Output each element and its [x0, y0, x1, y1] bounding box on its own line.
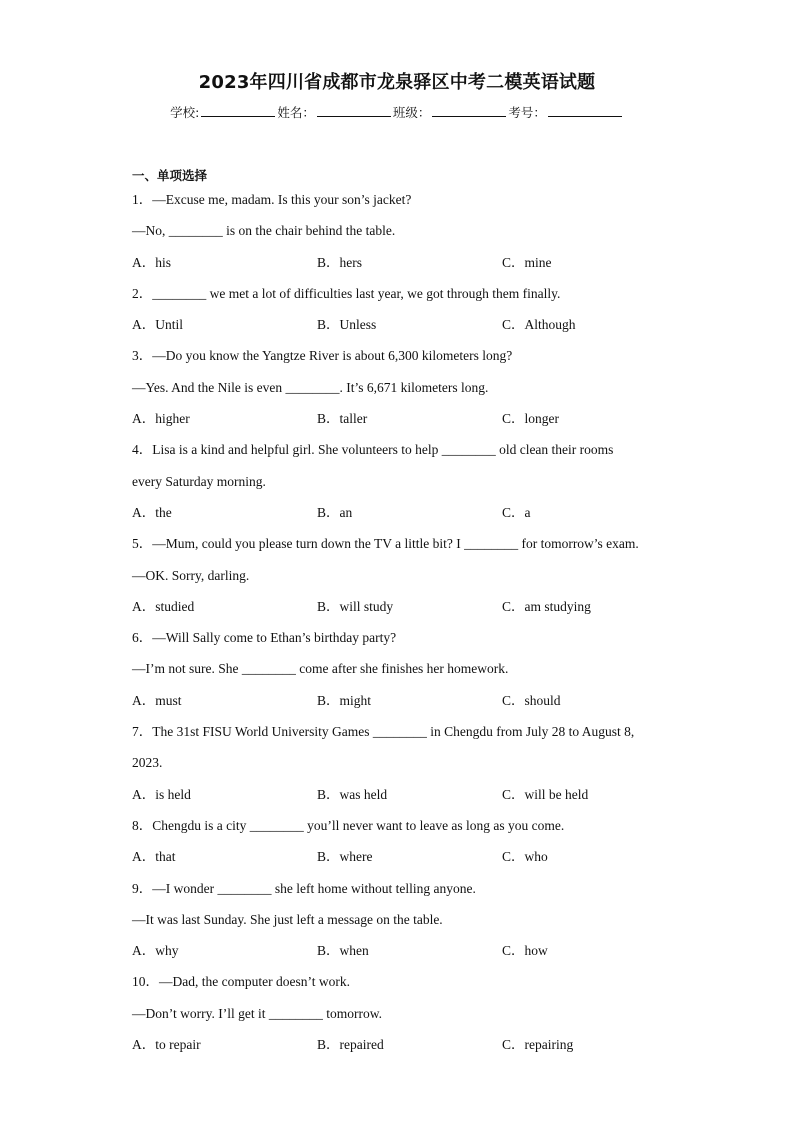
option-b: B．where	[317, 849, 373, 865]
question-8-options	[132, 845, 672, 876]
option-c: C．who	[502, 849, 548, 865]
option-a: A．to repair	[132, 1037, 201, 1053]
question-2-line-1: 2．________ we met a lot of difficulties last year, we got through them finally.	[132, 285, 561, 301]
option-c: C．mine	[502, 254, 552, 270]
question-1-line-1: 1．—Excuse me, madam. Is this your son’s jacket?	[132, 192, 412, 207]
section-heading: 一、单项选择	[132, 168, 208, 183]
question-9-options	[132, 939, 672, 970]
option-a: A．studied	[132, 598, 195, 614]
question-9-line-1: 9．—I wonder ________ she left home without telling anyone.	[132, 880, 476, 896]
question-3-line-2: —Yes. And the Nile is even ________. It’s 6,671 kilometers long.	[132, 379, 489, 395]
question-6-line-1: 6．—Will Sally come to Ethan’s birthday party?	[132, 630, 397, 646]
class-blank	[432, 104, 506, 117]
option-c: C．repairing	[502, 1037, 574, 1053]
option-a: A．higher	[132, 411, 190, 427]
option-c: C．how	[502, 943, 548, 959]
question-7-options	[132, 783, 672, 814]
question-10-line-2: —Don’t worry. I’ll get it ________ tomorrow.	[132, 1005, 382, 1021]
option-b: B．hers	[317, 254, 362, 270]
question-6-line-2: —I’m not sure. She ________ come after she finishes her homework.	[132, 661, 509, 677]
option-c: C．am studying	[502, 598, 591, 614]
option-c: C．longer	[502, 411, 559, 427]
option-b: B．when	[317, 943, 369, 959]
student-info-row	[0, 103, 794, 121]
option-a: A．the	[132, 504, 172, 520]
question-7-line-1: 7．The 31st FISU World University Games ________ in Chengdu from July 28 to August 8,	[132, 724, 635, 740]
question-10-options	[132, 1033, 672, 1064]
class-label: 班级：	[392, 105, 431, 120]
option-a: A．must	[132, 692, 182, 708]
school-label: 学校:	[170, 105, 200, 120]
question-4-line-1: 4．Lisa is a kind and helpful girl. She volunteers to help ________ old clean their rooms	[132, 442, 614, 458]
option-a: A．is held	[132, 786, 191, 802]
question-4-options	[132, 501, 672, 532]
option-a: A．why	[132, 943, 179, 959]
option-a: A．his	[132, 254, 172, 270]
option-c: C．will be held	[502, 786, 589, 802]
question-3-line-1: 3．—Do you know the Yangtze River is about 6,300 kilometers long?	[132, 348, 513, 364]
option-a: A．Until	[132, 317, 184, 333]
question-5-line-2: —OK. Sorry, darling.	[132, 567, 250, 583]
question-1-line-2: —No, ________ is on the chair behind the table.	[132, 223, 396, 239]
option-b: B．will study	[317, 598, 394, 614]
school-blank	[201, 104, 275, 117]
question-5-line-1: 5．—Mum, could you please turn down the TV a little bit? I ________ for tomorrow’s exam.	[132, 536, 639, 552]
exam-title: 2023年四川省成都市龙泉驿区中考二模英语试题	[198, 72, 596, 93]
name-label: 姓名：	[277, 105, 315, 120]
question-9-line-2: —It was last Sunday. She just left a message on the table.	[132, 911, 443, 927]
option-c: C．should	[502, 692, 561, 708]
question-10-line-1: 10．—Dad, the computer doesn’t work.	[132, 974, 350, 990]
question-1-options	[132, 251, 672, 282]
question-8-line-1: 8．Chengdu is a city ________ you’ll never want to leave as long as you come.	[132, 817, 565, 833]
name-blank	[317, 104, 391, 117]
question-7-line-2: 2023.	[132, 755, 163, 771]
option-b: B．repaired	[317, 1037, 384, 1053]
question-list	[132, 188, 672, 1064]
option-b: B．was held	[317, 786, 388, 802]
number-label: 考号：	[508, 105, 546, 120]
option-a: A．that	[132, 849, 176, 865]
question-5-options	[132, 595, 672, 626]
option-b: B．might	[317, 692, 372, 708]
question-4-line-2: every Saturday morning.	[132, 473, 266, 489]
question-2-options	[132, 313, 672, 344]
question-6-options	[132, 689, 672, 720]
option-b: B．taller	[317, 411, 368, 427]
option-b: B．Unless	[317, 317, 377, 333]
option-c: C．Although	[502, 317, 576, 333]
option-c: C．a	[502, 504, 531, 520]
question-3-options	[132, 407, 672, 438]
option-b: B．an	[317, 504, 353, 520]
number-blank	[548, 104, 622, 117]
